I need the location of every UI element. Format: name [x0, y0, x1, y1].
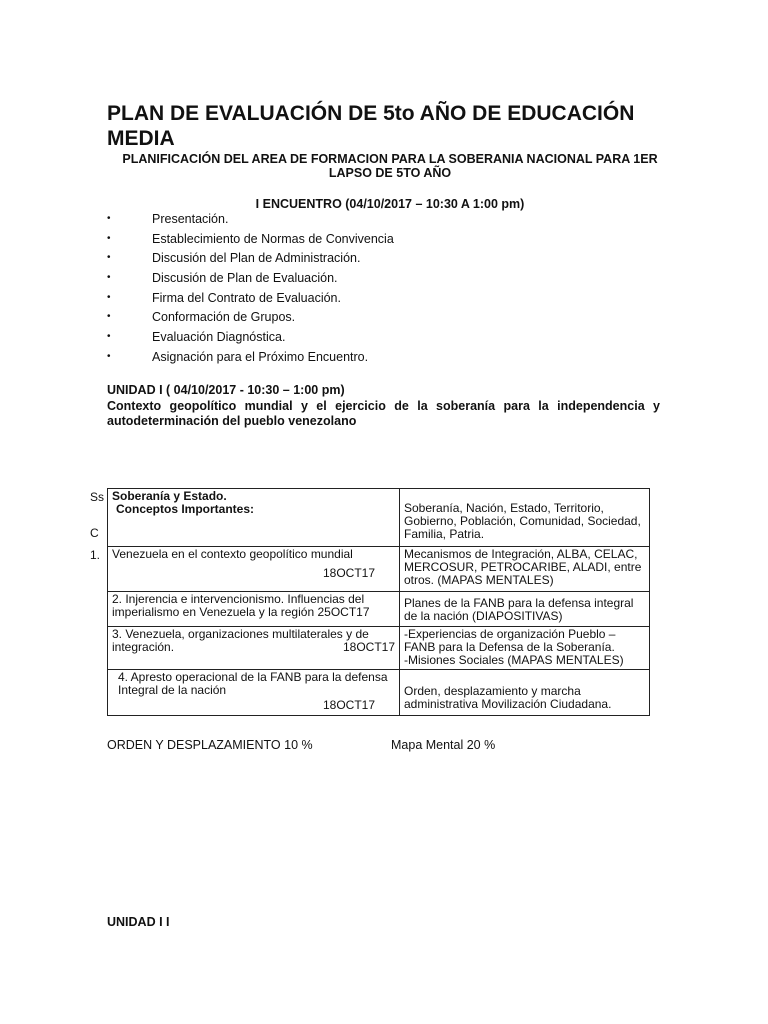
table-row: [108, 627, 650, 670]
row1-right: Soberanía, Nación, Estado, Territorio, Gobierno, Población, Comunidad, Sociedad, Familia, Patria.: [404, 501, 641, 541]
unidad-1-heading: UNIDAD I ( 04/10/2017 - 10:30 – 1:00 pm): [107, 383, 345, 397]
row2-right: Mecanismos de Integración, ALBA, CELAC, MERCOSUR, PETROCARIBE, ALADI, entre otros. (MAPAS MENTALES): [404, 547, 642, 587]
list-item: [107, 349, 394, 369]
unidad-2-heading: UNIDAD I I: [107, 915, 170, 929]
list-item-text: Firma del Contrato de Evaluación.: [152, 290, 341, 305]
table-cell: [400, 670, 650, 716]
table-cell: [108, 489, 400, 547]
subtitle: [100, 152, 680, 180]
side-mark-c: C: [90, 526, 99, 540]
list-item-text: Asignación para el Próximo Encuentro.: [152, 349, 369, 364]
bullet-icon: •: [107, 232, 111, 244]
row3-left-text: 2. Injerencia e intervencionismo. Influencias del imperialismo en Venezuela y la región: [112, 592, 365, 619]
list-item-text: Presentación.: [152, 212, 229, 226]
table-cell: [400, 547, 650, 592]
list-item: [107, 231, 394, 251]
side-mark-ss: Ss: [90, 490, 105, 504]
table-row: [108, 670, 650, 716]
row4-right-2: -Misiones Sociales (MAPAS MENTALES): [404, 653, 624, 667]
row3-date: 25OCT17: [317, 605, 370, 619]
unidad-1-description: Contexto geopolítico mundial y el ejercicio de la soberanía para la independencia y autodeterminación del pueblo venezolano: [107, 399, 660, 428]
table-cell: [108, 670, 400, 716]
row4-right-1: -Experiencias de organización Pueblo – FANB para la Defensa de la Soberanía.: [404, 627, 616, 654]
encuentro-heading: I ENCUENTRO (04/10/2017 – 10:30 A 1:00 pm): [255, 197, 525, 211]
bullet-icon: •: [107, 252, 111, 264]
list-item: [107, 250, 394, 270]
list-item-text: Conformación de Grupos.: [152, 310, 296, 325]
list-item: [107, 290, 394, 310]
table-cell: [400, 592, 650, 627]
row2-date: 18OCT17: [322, 566, 375, 580]
subtitle-line-1: PLANIFICACIÓN DEL AREA DE FORMACION PARA LA SOBERANIA NACIONAL PARA 1ER: [122, 152, 658, 166]
document-title: PLAN DE EVALUACIÓN DE 5to AÑO DE EDUCACIÓN MEDIA: [107, 102, 635, 150]
row4-date: 18OCT17: [342, 640, 395, 654]
list-item-text: Establecimiento de Normas de Convivencia: [152, 231, 394, 246]
orden-desplazamiento-weight: ORDEN Y DESPLAZAMIENTO 10 %: [107, 738, 313, 752]
bullet-icon: •: [107, 331, 111, 343]
row4-left: [112, 628, 395, 654]
row2-left: Venezuela en el contexto geopolítico mundial: [112, 547, 353, 561]
list-item: [107, 270, 394, 290]
table-row: [108, 547, 650, 592]
agenda-list: [107, 211, 394, 369]
row1-left-title: Soberanía y Estado.: [112, 489, 227, 503]
list-item-text: Evaluación Diagnóstica.: [152, 330, 286, 345]
list-item-text: Discusión de Plan de Evaluación.: [152, 271, 338, 286]
table-row: [108, 489, 650, 547]
bullet-icon: •: [107, 213, 111, 224]
table-cell: [108, 627, 400, 670]
table-cell: [400, 627, 650, 670]
row3-left: [112, 593, 395, 619]
bullet-icon: •: [107, 311, 111, 323]
list-item-text: Discusión del Plan de Administración.: [152, 251, 361, 266]
bullet-icon: •: [107, 291, 111, 303]
content-table: [107, 488, 650, 716]
row4-left-text: 3. Venezuela, organizaciones multilaterales y de integración.: [112, 627, 369, 654]
subtitle-line-2: LAPSO DE 5TO AÑO: [328, 166, 452, 180]
row3-right: Planes de la FANB para la defensa integral de la nación (DIAPOSITIVAS): [404, 596, 634, 623]
list-item: [107, 329, 394, 349]
table-cell: [108, 547, 400, 592]
side-mark-1: 1.: [90, 548, 101, 562]
table-cell: [108, 592, 400, 627]
row5-date: 18OCT17: [322, 698, 375, 712]
list-item: [107, 211, 394, 231]
row1-left-subtitle: Conceptos Importantes:: [116, 502, 255, 516]
bullet-icon: •: [107, 350, 111, 362]
row5-right: Orden, desplazamiento y marcha administrativa Movilización Ciudadana.: [404, 684, 612, 711]
table-cell: [400, 489, 650, 547]
bullet-icon: •: [107, 272, 111, 284]
mapa-mental-weight: Mapa Mental 20 %: [391, 738, 496, 752]
row5-left: 4. Apresto operacional de la FANB para la defensa Integral de la nación: [118, 670, 388, 697]
table-row: [108, 592, 650, 627]
list-item: [107, 309, 394, 329]
